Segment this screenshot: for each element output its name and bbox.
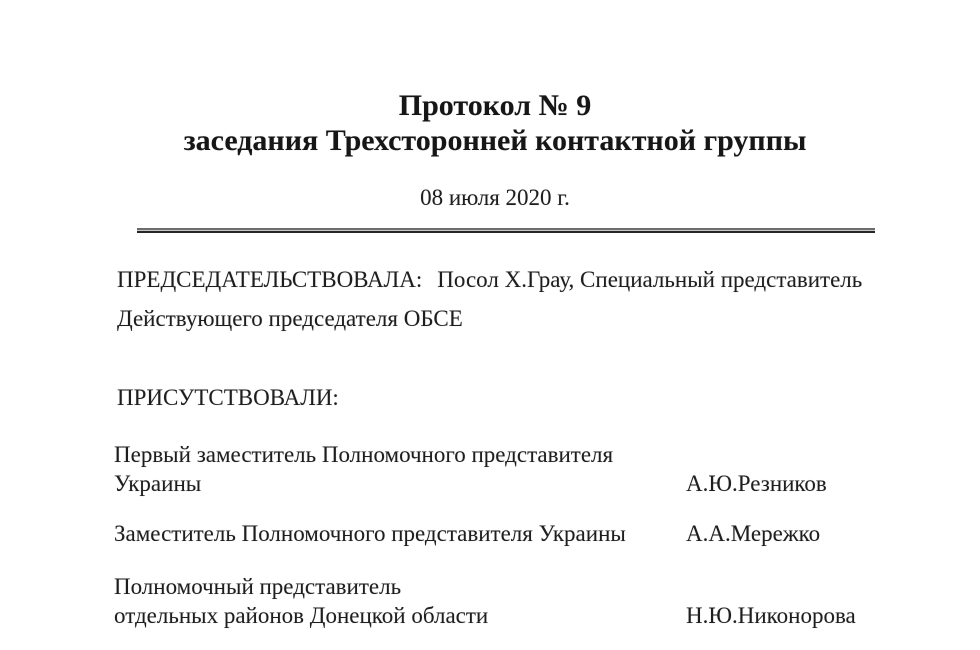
attendee-role-line2: отдельных районов Донецкой области	[114, 603, 489, 628]
attendees-list	[114, 440, 875, 630]
attendee-role-line2: Украины	[114, 471, 202, 496]
chairperson-label: ПРЕДСЕДАТЕЛЬСТВОВАЛА:	[117, 267, 423, 292]
horizontal-rule	[137, 228, 875, 233]
document-title-line2: заседания Трехсторонней контактной группы	[183, 124, 807, 157]
attendee-row-1	[114, 440, 875, 498]
attendee-role-line1: Полномочный представитель	[114, 574, 402, 599]
attendee-row-3	[114, 572, 875, 630]
attendee-name: Н.Ю.Никонорова	[686, 603, 856, 628]
chairperson-line1	[117, 260, 877, 299]
attendee-name: А.А.Мережко	[686, 521, 821, 546]
document-date: 08 июля 2020 г.	[420, 185, 570, 210]
chairperson-name-title: Посол Х.Грау, Специальный представитель	[437, 267, 863, 292]
present-label: ПРИСУТСТВОВАЛИ:	[117, 385, 339, 410]
attendee-role-line1: Заместитель Полномочного представителя Украины	[114, 521, 626, 546]
attendee-role-line1: Первый заместитель Полномочного представителя	[114, 442, 614, 467]
attendee-role	[114, 572, 686, 630]
attendee-row-2	[114, 519, 875, 548]
document-title	[115, 88, 875, 158]
chairperson-line2: Действующего председателя ОБСЕ	[117, 306, 463, 331]
chairperson-section	[117, 260, 877, 338]
attendee-name: А.Ю.Резников	[686, 471, 827, 496]
document-title-line1: Протокол № 9	[398, 89, 592, 122]
attendee-role	[114, 519, 686, 548]
attendee-role	[114, 440, 686, 498]
